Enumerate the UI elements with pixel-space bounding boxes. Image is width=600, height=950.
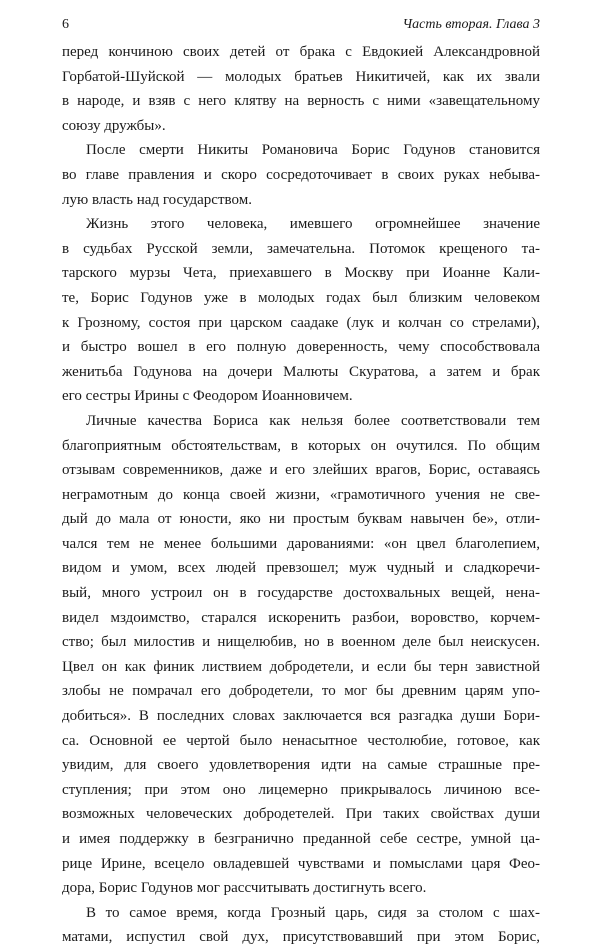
text-line: чался тем не менее большими дарованиями: «он цвел благолепием, xyxy=(62,535,540,552)
text-line: лую власть над государством. xyxy=(62,191,252,208)
running-head xyxy=(62,14,540,36)
text-line: возможных человеческих добродетелей. При таких свойствах души xyxy=(62,806,540,823)
text-line: отзывам современников, даже и его злейших врагов, Борис, оставаясь xyxy=(62,462,540,479)
text-line: увидим, для своего удовлетворения идти на самые страшные пре- xyxy=(62,757,540,774)
paragraph xyxy=(62,901,540,950)
text-line: в судьбах Русской земли, замечательна. Потомок крещеного та- xyxy=(62,240,540,257)
paragraph xyxy=(62,138,540,212)
text-line: дый до мала от юности, яко ни простым буквам навычен бе», отли- xyxy=(62,511,540,528)
text-line: во главе правления и скоро сосредоточивает в своих руках небыва- xyxy=(62,166,540,183)
text-line: неграмотным до конца своей жизни, «грамотичного учения не све- xyxy=(62,486,540,503)
text-line: Горбатой-Шуйской — молодых братьев Никитичей, как их звали xyxy=(62,68,540,85)
page-number: 6 xyxy=(62,17,69,32)
text-line: женитьба Годунова на дочери Малюты Скуратова, а затем и брак xyxy=(62,363,540,380)
text-line: После смерти Никиты Романовича Борис Годунов становится xyxy=(86,142,540,159)
text-line: благоприятным обстоятельствам, в которых он очутился. По общим xyxy=(62,437,540,454)
text-line: Личные качества Бориса как нельзя более соответствовали тем xyxy=(86,412,540,429)
text-line: тарского мурзы Чета, приехавшего в Москву при Иоанне Кали- xyxy=(62,265,540,282)
text-line: дора, Борис Годунов мог рассчитывать достигнуть всего. xyxy=(62,880,427,897)
text-line: Цвел он как финик листвием добродетели, и если бы терн завистной xyxy=(62,658,540,675)
text-line: злобы не помрачал его добродетели, то мог бы древним царям упо- xyxy=(62,683,540,700)
paragraph xyxy=(62,212,540,409)
text-line: видом и умом, всех людей превзошел; муж чудный и сладкоречи- xyxy=(62,560,540,577)
body-text xyxy=(62,40,540,950)
text-line: союзу дружбы». xyxy=(62,117,166,134)
text-line: добиться». В последних словах заключается вся разгадка души Бори- xyxy=(62,708,540,725)
running-title: Часть вторая. Глава 3 xyxy=(402,17,540,32)
text-line: к Грозному, состоя при царском саадаке (лук и колчан со стрелами), xyxy=(62,314,540,331)
text-line: матами, испустил свой дух, присутствовавший при этом Борис, xyxy=(62,929,540,946)
text-line: ступления; при этом оно лицемерно прикрывалось личиною все- xyxy=(62,781,540,798)
text-line: и имея поддержку в безгранично преданной себе сестре, умной ца- xyxy=(62,831,540,847)
text-line: Жизнь этого человека, имевшего огромнейшее значение xyxy=(86,216,540,233)
text-line: его сестры Ирины с Феодором Иоанновичем. xyxy=(62,388,353,405)
paragraph xyxy=(62,40,540,138)
text-line: рице Ирине, всецело овладевшей чувствами и помыслами царя Фео- xyxy=(62,855,540,872)
text-line: ство; был милостив и нищелюбив, но в военном деле был неискусен. xyxy=(62,634,540,651)
text-line: перед кончиною своих детей от брака с Евдокией Александровной xyxy=(62,44,540,60)
text-line: и быстро вошел в его полную доверенность, чему способствовала xyxy=(62,339,540,356)
text-line: видел мздоимство, старался искоренить разбои, воровство, корчем- xyxy=(62,609,540,626)
text-line: В то самое время, когда Грозный царь, сидя за столом с шах- xyxy=(86,904,540,921)
text-line: вый, много устроил он в государстве достохвальных вещей, нена- xyxy=(62,585,540,602)
text-line: в народе, и взяв с него клятву на верность с ними «завещательному xyxy=(62,93,540,110)
text-line: те, Борис Годунов уже в молодых годах был близким человеком xyxy=(62,289,540,306)
text-line: са. Основной ее чертой было ненасытное честолюбие, готовое, как xyxy=(62,732,540,749)
paragraph xyxy=(62,409,540,901)
